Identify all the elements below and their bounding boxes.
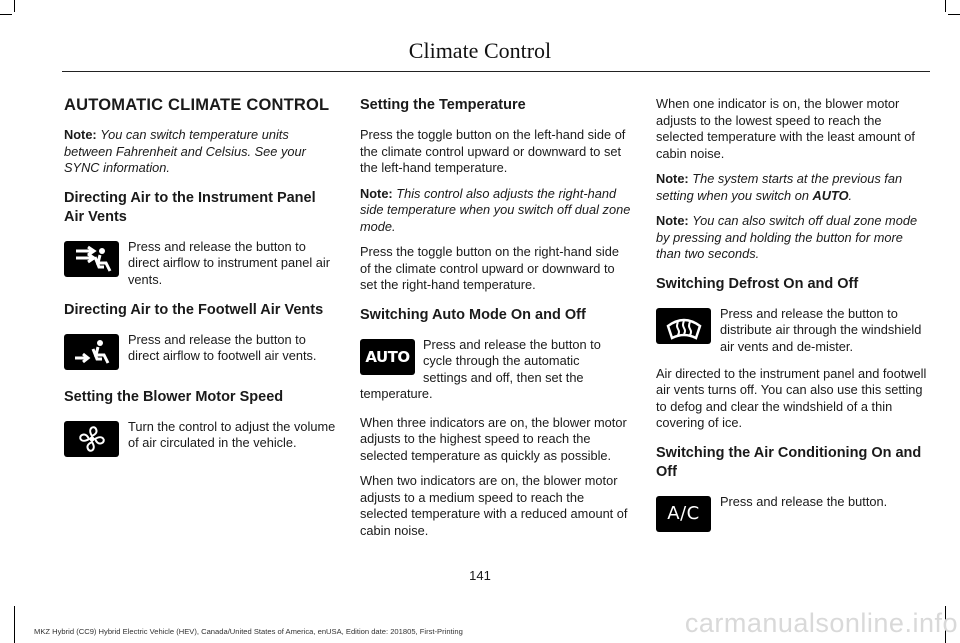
column-2 [360,96,632,548]
auto-paragraph-2: When two indicators are on, the blower motor adjusts to a medium speed to reach the selected temperature with a reduced amount of cabin noise. [360,473,628,538]
crop-mark [14,0,15,12]
temp-note [360,186,632,236]
footwell-vents-row [64,332,336,376]
heading-panel-vents: Directing Air to the Instrument Panel Air Vents [64,189,316,225]
fan-icon [64,421,119,457]
defrost-text: Press and release the button to distribute air through the windshield air vents and de-mister. [720,305,922,354]
note-text: The system starts at the previous fan setting when you switch on [656,171,903,203]
heading-ac: Switching the Air Conditioning On and Off [656,444,922,480]
blower-row [64,419,336,469]
heading-defrost: Switching Defrost On and Off [656,275,859,292]
defrost-paragraph: Air directed to the instrument panel and footwell air vents turns off. You can also use this setting to defog and clear the windshield of a thin covering of ice. [656,365,927,430]
temp-paragraph-2: Press the toggle button on the right-hand side of the climate control upward or downward to set the right-hand temperature. [360,244,619,292]
auto-icon [360,339,415,375]
column-1 [64,96,336,479]
footwell-vents-text: Press and release the button to direct airflow to footwell air vents. [128,331,317,363]
crop-mark [948,14,960,15]
crop-mark [945,0,946,12]
heading-footwell-vents: Directing Air to the Footwell Air Vents [64,301,324,318]
heading-auto-mode: Switching Auto Mode On and Off [360,306,586,323]
note-text: This control also adjusts the right-hand side temperature when you switch off dual zone mode. [360,185,631,234]
defrost-row [656,306,928,356]
note-fan-setting [656,171,928,204]
note-auto-bold: AUTO [812,187,849,203]
note-text: You can switch temperature units between Fahrenheit and Celsius. See your SYNC information. [64,127,306,175]
ac-text: Press and release the button. [720,493,888,509]
panel-vents-text: Press and release the button to direct airflow to instrument panel air vents. [128,238,330,287]
indicator-paragraph: When one indicator is on, the blower motor adjusts to the lowest speed to reach the selected temperature with the least amount of cabin noise. [656,96,915,161]
note-label: Note: [656,171,689,186]
auto-text-line: settings and off, then set the [423,369,584,385]
watermark: carmanualsonline.info [684,608,958,638]
auto-text-line: temperature. [360,386,433,401]
defrost-icon [656,308,711,344]
auto-paragraph-1: When three indicators are on, the blower motor adjusts to the highest speed to reach the selected temperature as quickly as possible. [360,414,627,463]
page-title: Climate Control [408,38,552,63]
ac-icon [656,496,711,532]
ac-row [656,494,928,544]
header-divider [62,71,930,72]
note-dual-zone [656,213,928,263]
page-number: 141 [469,568,491,583]
section-title: AUTOMATIC CLIMATE CONTROL [64,96,330,114]
crop-mark [0,14,12,15]
note-label: Note: [656,213,689,228]
panel-vents-row [64,239,336,289]
auto-icon-label: AUTO [365,347,410,366]
auto-row [360,337,632,403]
heading-blower: Setting the Blower Motor Speed [64,388,284,405]
note-label: Note: [360,185,393,201]
crop-mark [14,606,15,643]
heading-temperature: Setting the Temperature [360,97,526,113]
column-3 [656,96,928,554]
panel-vent-icon [64,241,119,277]
footwell-vent-icon [64,334,119,370]
note-label: Note: [64,127,97,142]
ac-icon-label: A/C [667,503,700,524]
auto-text-line: Press and release the button to [423,336,601,352]
note-end: . [848,187,853,203]
blower-text: Turn the control to adjust the volume of air circulated in the vehicle. [128,418,336,450]
note-units [64,127,336,177]
auto-text-line: cycle through the automatic [423,353,580,368]
temp-paragraph-1: Press the toggle button on the left-hand side of the climate control upward or downward to set the left-hand temperature. [360,127,626,175]
footer-edition: MKZ Hybrid (CC9) Hybrid Electric Vehicle (HEV), Canada/United States of America, enUSA, Edition date: 201805, First-Printing [34,627,463,636]
note-text: You can also switch off dual zone mode by pressing and holding the button for more than two seconds. [656,213,918,261]
